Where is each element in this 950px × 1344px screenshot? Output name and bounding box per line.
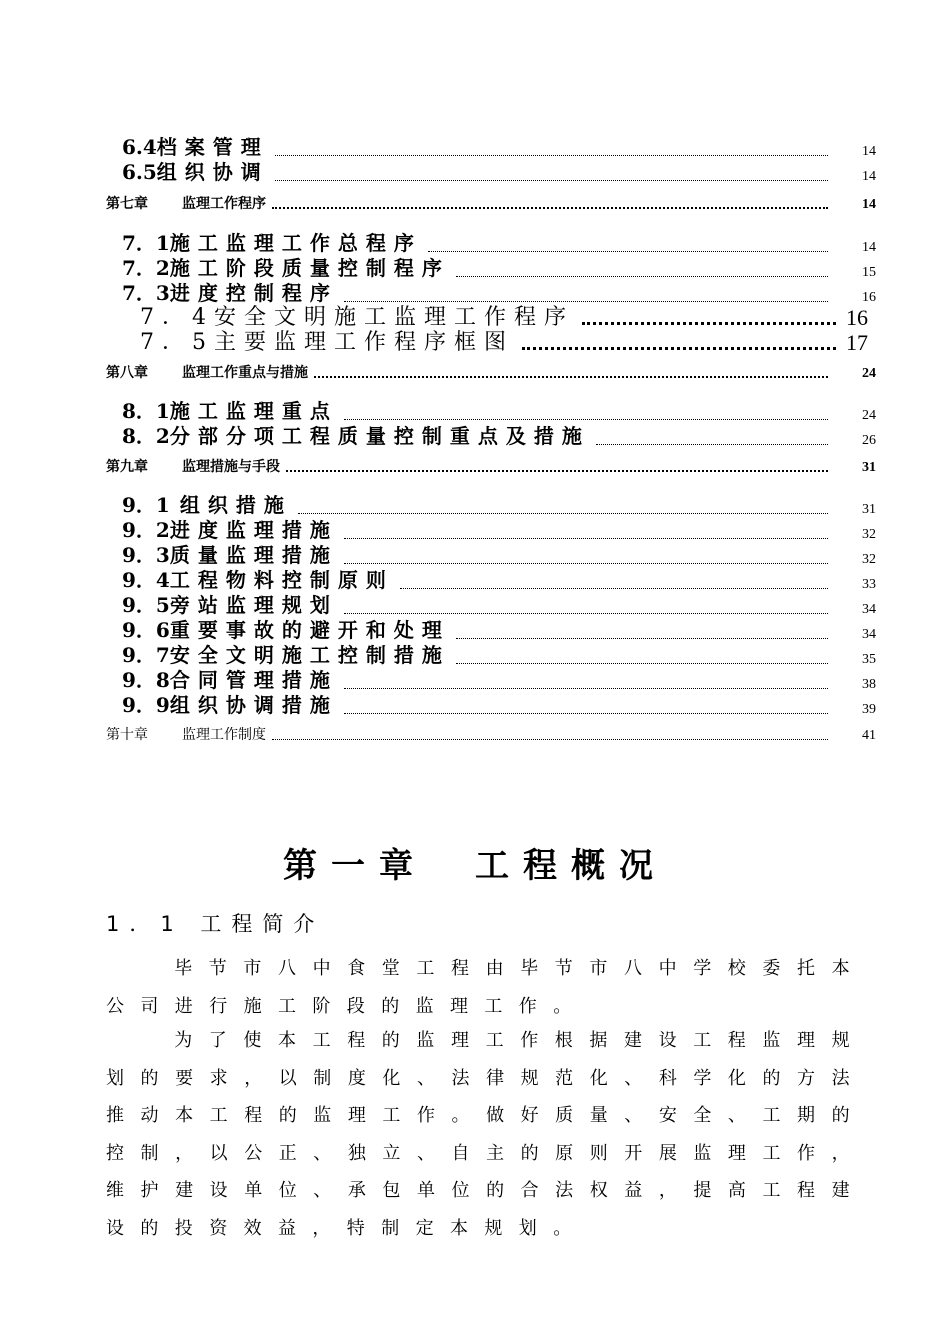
dot-leader [596, 444, 828, 445]
toc-page-number: 33 [862, 577, 876, 592]
chapter-heading: 第一章 工程概况 [283, 846, 667, 886]
toc-page-number: 41 [862, 728, 876, 743]
toc-page-number: 32 [862, 527, 876, 542]
toc-page-number: 16 [846, 305, 868, 330]
toc-page-number: 14 [862, 144, 876, 159]
dot-leader [286, 470, 828, 472]
dot-leader [272, 207, 828, 209]
toc-entry-title: 组织协调 [156, 160, 269, 184]
toc-entry-title: 工程物料控制原则 [169, 568, 394, 592]
paragraph-text: 毕节市八中食堂工程由毕节市八中学校委托本公司进行施工阶段的监理工作。 [106, 958, 866, 1017]
toc-page-number: 31 [862, 460, 876, 475]
toc-entry-number: 9．7 [122, 643, 170, 667]
toc-page-number: 24 [862, 366, 876, 381]
section-heading: 1．1 工程简介 [106, 912, 325, 936]
toc-entry-number: 7．4 [140, 305, 214, 330]
toc-entry-title: 主要监理工作程序框图 [214, 330, 515, 355]
toc-entry-9-9[interactable] [0, 689, 950, 718]
chapter-name: 监理工作重点与措施 [182, 365, 308, 381]
toc-page-number: 26 [862, 433, 876, 448]
toc-page-number: 31 [862, 502, 876, 517]
toc-entry-title: 施工阶段质量控制程序 [169, 256, 450, 280]
toc-page-number: 14 [862, 169, 876, 184]
toc-page-number: 14 [862, 197, 876, 212]
toc-page-number: 38 [862, 677, 876, 692]
toc-entry-title: 施工监理重点 [169, 399, 338, 423]
chapter-number: 第七章 [106, 196, 148, 212]
toc-entry-title: 旁站监理规划 [169, 593, 338, 617]
chapter-number: 第八章 [106, 365, 148, 381]
toc-entry-title: 分部分项工程质量控制重点及措施 [169, 424, 590, 448]
dot-leader [272, 739, 828, 740]
toc-entry-title: 合同管理措施 [169, 668, 338, 692]
toc-entry-number: 9．4 [122, 568, 170, 592]
toc-entry-number: 7．1 [122, 231, 170, 255]
toc-page-number: 16 [862, 290, 876, 305]
toc-entry-title: 重要事故的避开和处理 [169, 618, 450, 642]
toc-page-number: 15 [862, 265, 876, 280]
toc-entry-number: 7．3 [122, 281, 170, 305]
toc-entry-label [0, 325, 514, 356]
chapter-name: 监理工作制度 [182, 727, 266, 743]
toc-chapter-label [0, 193, 266, 213]
chapter-name: 监理措施与手段 [182, 459, 280, 475]
toc-chapter-label [0, 456, 280, 476]
toc-entry-title: 安全文明施工控制措施 [169, 643, 450, 667]
toc-page-number: 32 [862, 552, 876, 567]
toc-entry-number: 9．5 [122, 593, 170, 617]
toc-page-number: 14 [862, 240, 876, 255]
dot-leader [522, 347, 836, 350]
toc-entry-6-5[interactable] [0, 156, 950, 185]
toc-entry-number: 9．9 [122, 693, 170, 717]
toc-entry-number: 7．5 [140, 330, 214, 355]
toc-entry-title: 进度控制程序 [169, 281, 338, 305]
toc-entry-number: 9．8 [122, 668, 170, 692]
toc-page-number: 35 [862, 652, 876, 667]
toc-entry-title: 进度监理措施 [169, 518, 338, 542]
toc-entry-number: 9．2 [122, 518, 170, 542]
toc-page-number: 34 [862, 602, 876, 617]
toc-entry-8-2[interactable] [0, 420, 950, 449]
toc-chapter-9[interactable] [0, 456, 950, 476]
chapter-number: 第九章 [106, 459, 148, 475]
toc-entry-title: 施工监理工作总程序 [169, 231, 422, 255]
toc-page-number: 24 [862, 408, 876, 423]
toc-entry-number: 7．2 [122, 256, 170, 280]
toc-entry-number: 9．1 [122, 493, 170, 517]
chapter-name: 监理工作程序 [182, 196, 266, 212]
toc-entry-label [0, 689, 338, 718]
toc-entry-title: 质量监理措施 [169, 543, 338, 567]
toc-entry-number: 8．1 [122, 399, 170, 423]
toc-entry-label [0, 420, 590, 449]
paragraph-purpose [106, 1022, 866, 1247]
toc-entry-title: 组织协调措施 [169, 693, 338, 717]
toc-page-number: 39 [862, 702, 876, 717]
toc-chapter-8[interactable] [0, 362, 950, 382]
toc-chapter-10[interactable] [0, 724, 950, 744]
toc-chapter-label [0, 724, 266, 744]
toc-entry-7-5[interactable] [0, 325, 950, 356]
toc-page-number: 17 [846, 330, 868, 355]
toc-entry-number: 6.4 [122, 135, 157, 159]
chapter-number: 第十章 [106, 727, 148, 743]
toc-chapter-label [0, 362, 308, 382]
dot-leader [275, 180, 828, 181]
toc-entry-label [0, 156, 269, 185]
toc-entry-title: 档案管理 [156, 135, 269, 159]
toc-page-number: 34 [862, 627, 876, 642]
toc-entry-number: 9．3 [122, 543, 170, 567]
toc-entry-number: 6.5 [122, 160, 157, 184]
toc-chapter-7[interactable] [0, 193, 950, 213]
toc-entry-title: 安全文明施工监理工作程序 [214, 305, 575, 330]
toc-entry-number: 9．6 [122, 618, 170, 642]
paragraph-text: 为了使本工程的监理工作根据建设工程监理规划的要求，以制度化、法律规范化、科学化的方法推动本工程的监理工作。做好质量、安全、工期的控制，以公正、独立、自主的原则开展监理工作，维护建设单位、承包单位的合法权益，提高工程建设的投资效益，特制定本规划。 [106, 1030, 866, 1239]
paragraph-intro [106, 950, 866, 1025]
dot-leader [314, 376, 828, 378]
dot-leader [344, 713, 828, 714]
toc-entry-number: 8．2 [122, 424, 170, 448]
toc-entry-title: 组织措施 [179, 493, 292, 517]
